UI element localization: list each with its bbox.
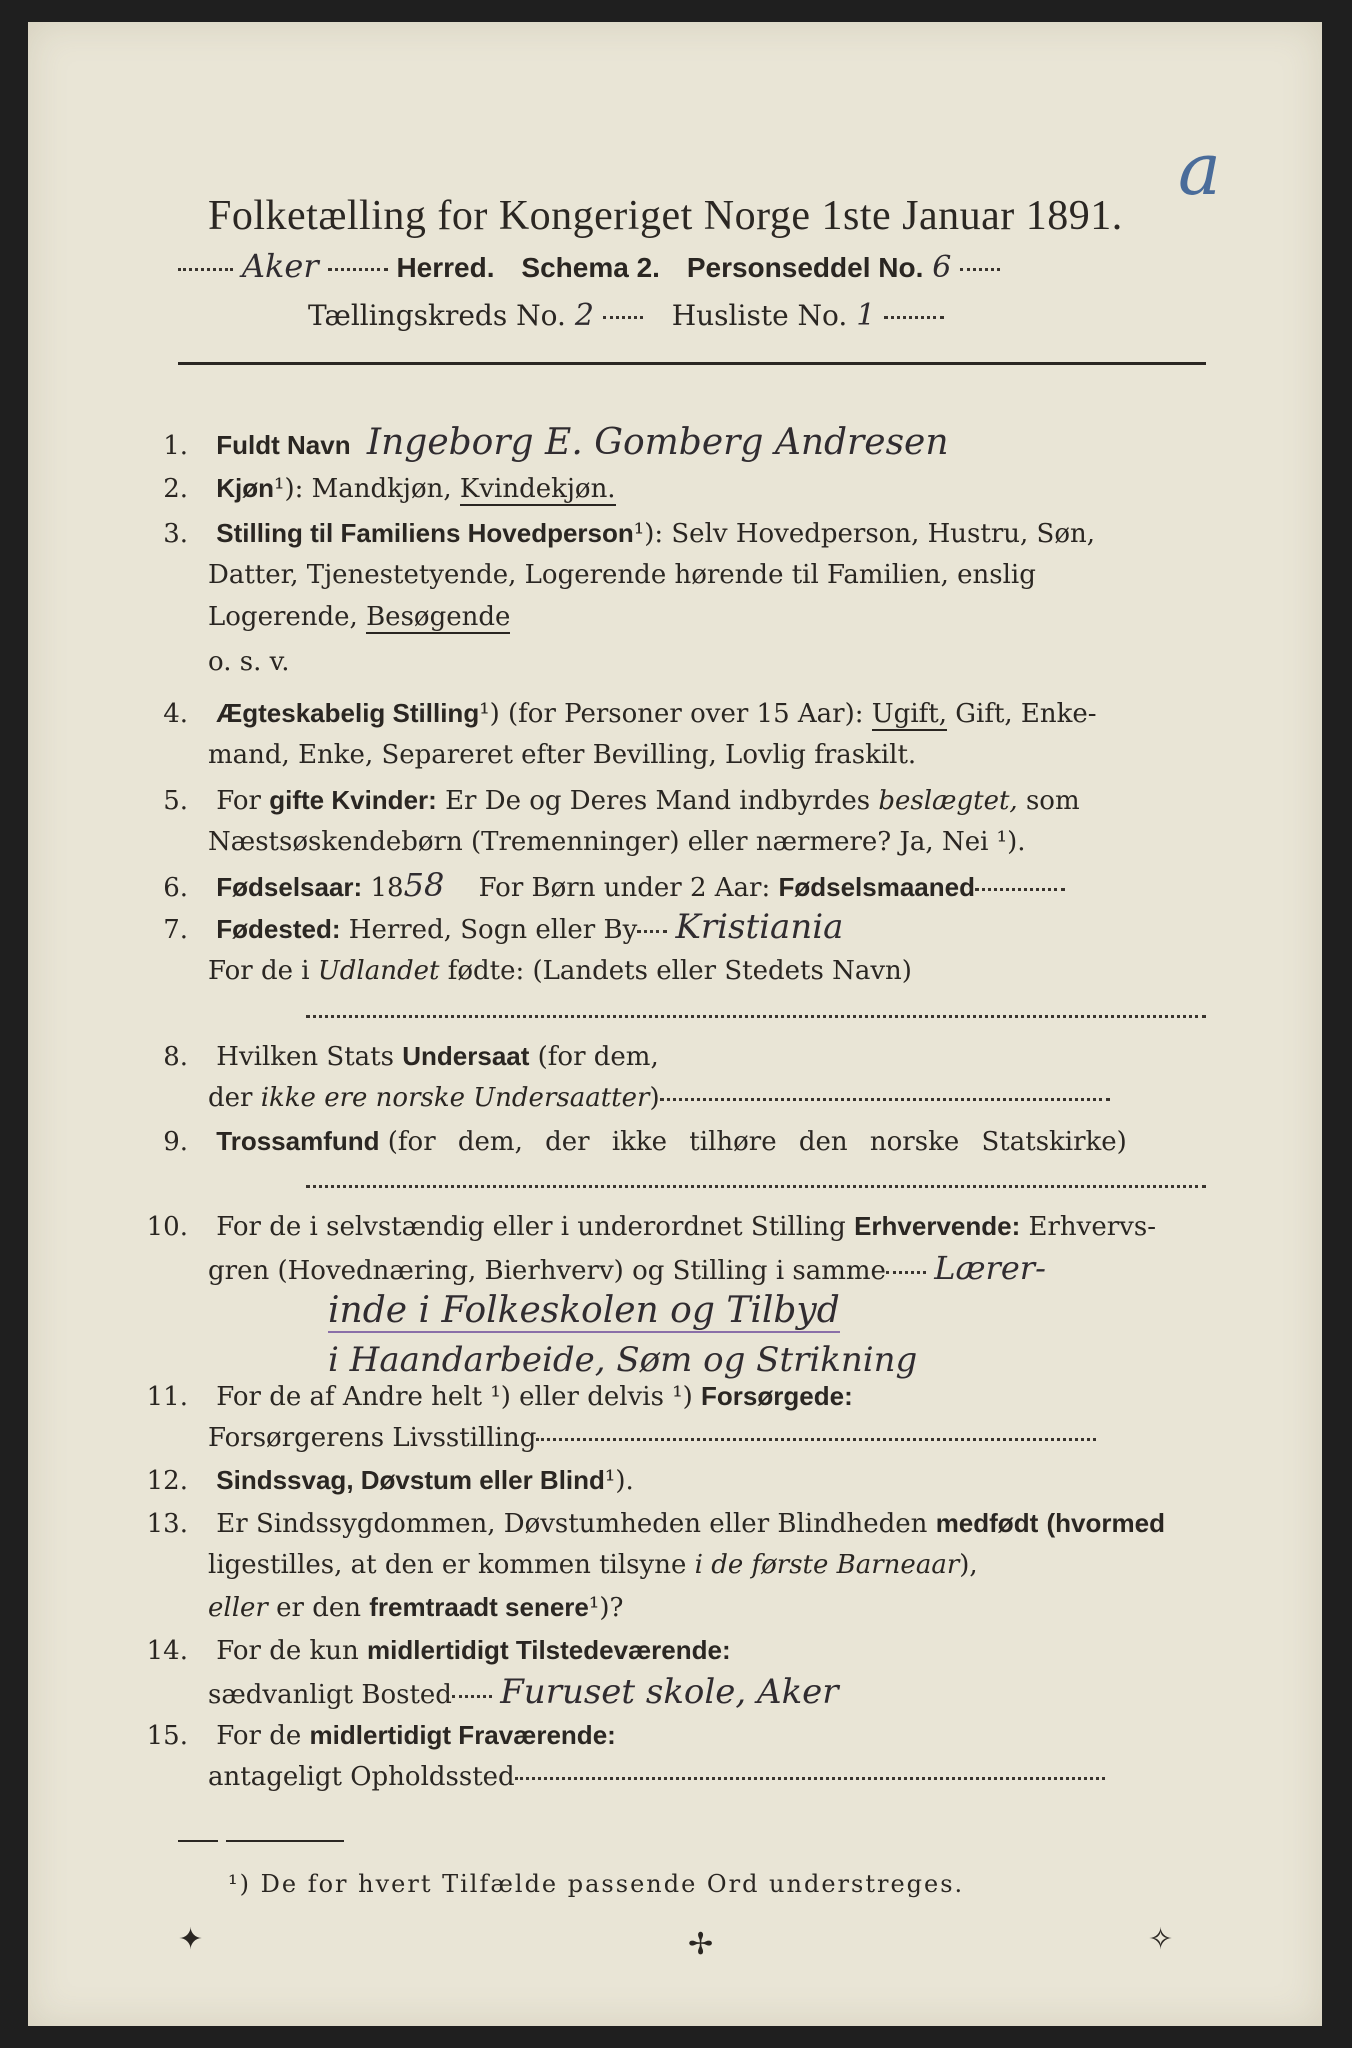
schema-label: Schema 2.	[521, 252, 660, 283]
kreds-label: Tællingskreds No.	[308, 299, 566, 332]
item-number: 13.	[146, 1509, 188, 1539]
item-12	[126, 1464, 634, 1497]
item-number: 6.	[163, 873, 188, 903]
birth-year-prefix: 18	[370, 873, 404, 903]
text: )	[649, 1083, 660, 1113]
citizenship-label: Undersaat	[402, 1041, 530, 1071]
item-number: 8.	[163, 1042, 188, 1072]
text: som	[1025, 786, 1080, 816]
citizenship-note	[208, 1082, 1110, 1114]
congenital-line-3	[208, 1591, 623, 1624]
item-3	[126, 517, 1095, 550]
later-onset-label: fremtraadt senere	[369, 1592, 589, 1622]
probable-residence	[208, 1761, 1105, 1793]
family-position-options-3	[208, 601, 510, 633]
header-line-1	[178, 247, 1000, 285]
item-15	[126, 1719, 616, 1752]
family-position-options-2: Datter, Tjenestetyende, Logerende hørende til Familien, enslig	[208, 560, 1036, 590]
text: antageligt Opholdssted	[208, 1762, 515, 1792]
registration-mark-right: ✧	[1148, 1922, 1174, 1957]
marital-options-1: Gift, Enke-	[955, 699, 1097, 729]
personseddel-label: Personseddel No.	[686, 252, 924, 283]
corner-annotation: a	[1178, 127, 1221, 211]
form-title: Folketælling for Kongeriget Norge 1ste Januar 1891.	[208, 193, 1123, 239]
item-1	[126, 422, 949, 463]
married-women-label: gifte Kvinder:	[269, 785, 437, 815]
text: Er Sindssygdommen, Døvstumheden eller Blindheden	[216, 1509, 928, 1539]
family-position-etc: o. s. v.	[208, 647, 290, 677]
item-9	[126, 1125, 1127, 1158]
footnote: ¹) De for hvert Tilfælde passende Ord understreges.	[228, 1870, 965, 1898]
birth-month-label: Fødselsmaaned	[778, 872, 975, 902]
text: der	[208, 1083, 253, 1113]
text: ikke ere norske Undersaatter	[260, 1083, 650, 1113]
item-2	[126, 472, 616, 505]
occupation-value-1: Lærer-	[934, 1249, 1046, 1287]
item-number: 5.	[163, 786, 188, 816]
gender-label: Kjøn	[216, 473, 275, 503]
text: sædvanligt Bosted	[208, 1680, 452, 1710]
text: For de i	[208, 956, 310, 986]
text: Er De og Deres Mand indbyrdes	[445, 786, 871, 816]
full-name-label: Fuldt Navn	[216, 430, 351, 460]
item-8	[126, 1040, 659, 1073]
footnote-rule-b	[226, 1840, 344, 1842]
marital-status-note: ¹) (for Personer over 15 Aar):	[479, 699, 864, 729]
family-position-label: Stilling til Familiens Hovedperson	[216, 518, 634, 548]
congenital-label: medfødt	[935, 1508, 1039, 1538]
census-form-sheet	[28, 22, 1322, 2026]
family-position-options-1: ¹): Selv Hovedperson, Hustru, Søn,	[633, 519, 1096, 549]
text: ),	[959, 1550, 978, 1580]
item-number: 9.	[163, 1127, 188, 1157]
footnote-ref: ¹):	[274, 474, 304, 504]
birth-year-value: 58	[403, 866, 445, 904]
temporary-present-label: midlertidigt Tilstedeværende:	[367, 1635, 731, 1665]
gender-option-female: Kvindekjøn.	[459, 474, 616, 504]
item-11	[126, 1380, 853, 1413]
birth-year-label: Fødselsaar:	[216, 872, 363, 902]
header-line-2	[308, 300, 944, 332]
congenital-line-2	[208, 1549, 978, 1581]
header-rule	[178, 362, 1206, 365]
item-number: 11.	[146, 1382, 188, 1412]
text: (for dem,	[537, 1042, 659, 1072]
religion-note: (for dem, der ikke tilhøre den norske Statskirke)	[387, 1127, 1127, 1157]
personseddel-value: 6	[932, 250, 952, 285]
text: For Børn under 2 Aar:	[478, 873, 771, 903]
kreds-value: 2	[574, 298, 594, 333]
text: eller	[208, 1593, 268, 1623]
text: For de i selvstændig eller i underordnet Stilling	[216, 1212, 846, 1242]
herred-label: Herred.	[396, 252, 495, 283]
item-4	[126, 697, 1097, 730]
registration-mark-center: ✢	[688, 1927, 714, 1962]
item-number: 3.	[163, 519, 188, 549]
marital-status-label: Ægteskabelig Stilling	[216, 698, 480, 728]
usual-residence-value: Furuset skole, Aker	[500, 1672, 839, 1712]
blank-line	[306, 1015, 1206, 1018]
item-5	[126, 784, 1080, 817]
occupation-value-3: i Haandarbeide, Søm og Strikning	[328, 1340, 918, 1380]
item-number: 14.	[146, 1636, 188, 1666]
item-number: 10.	[146, 1212, 188, 1242]
footnote-ref: ¹).	[604, 1466, 634, 1496]
option-logerende: Logerende,	[208, 602, 358, 632]
birthplace-value: Kristiania	[675, 907, 844, 947]
option-ugift: Ugift,	[871, 699, 947, 729]
item-10	[126, 1210, 1156, 1243]
text: For de	[216, 1721, 302, 1751]
text: Herred, Sogn eller By	[348, 915, 638, 945]
text: fødte: (Landets eller Stedets Navn)	[447, 956, 912, 986]
text: ligestilles, at den er kommen tilsyne	[208, 1550, 687, 1580]
option-besogende: Besøgende	[366, 602, 511, 632]
item-7	[126, 907, 844, 947]
item-number: 1.	[163, 431, 188, 461]
text: ¹)?	[588, 1593, 624, 1623]
item-number: 12.	[146, 1466, 188, 1496]
occupation-line-2	[208, 1249, 1046, 1287]
occupation-value-2: inde i Folkeskolen og Tilbyd	[328, 1290, 840, 1331]
item-number: 4.	[163, 699, 188, 729]
provider-occupation	[208, 1422, 1096, 1454]
gender-option-male: Mandkjøn,	[311, 474, 452, 504]
item-number: 7.	[163, 915, 188, 945]
relation-question: Næstsøskendebørn (Tremenninger) eller nærmere? Ja, Nei ¹).	[208, 827, 1026, 857]
item-6	[126, 866, 1065, 904]
text: Erhvervs-	[1028, 1212, 1156, 1242]
husliste-label: Husliste No.	[671, 299, 848, 332]
birthplace-label: Fødested:	[216, 914, 341, 944]
text: For	[216, 786, 261, 816]
text: For de kun	[216, 1636, 359, 1666]
item-13	[126, 1507, 1165, 1540]
full-name-value: Ingeborg E. Gomberg Andresen	[366, 422, 949, 463]
text: i de første Barneaar	[694, 1550, 960, 1580]
temporary-absent-label: midlertidigt Fraværende:	[309, 1720, 616, 1750]
text: Forsørgerens Livsstilling	[208, 1423, 537, 1453]
religion-label: Trossamfund	[216, 1126, 380, 1156]
marital-options-2: mand, Enke, Separeret efter Bevilling, Lovlig fraskilt.	[208, 740, 917, 770]
text: Hvilken Stats	[216, 1042, 394, 1072]
footnote-rule-a	[178, 1840, 218, 1842]
text: gren (Hovednæring, Bierhverv) og Stilling i samme	[208, 1256, 886, 1286]
text-beslaegtet: beslægtet,	[878, 786, 1018, 816]
item-14	[126, 1634, 731, 1667]
dependents-label: Forsørgede:	[701, 1381, 853, 1411]
text: For de af Andre helt ¹) eller delvis ¹)	[216, 1382, 693, 1412]
text: er den	[276, 1593, 361, 1623]
birthplace-abroad	[208, 955, 912, 987]
husliste-value: 1	[856, 298, 876, 333]
text: (hvormed	[1046, 1508, 1165, 1538]
blank-line	[306, 1185, 1206, 1188]
text-udlandet: Udlandet	[317, 956, 440, 986]
herred-value: Aker	[241, 247, 319, 285]
registration-mark-left: ✦	[178, 1922, 204, 1957]
disability-label: Sindssvag, Døvstum eller Blind	[216, 1465, 605, 1495]
item-number: 2.	[163, 474, 188, 504]
occupation-label: Erhvervende:	[854, 1211, 1021, 1241]
item-number: 15.	[146, 1721, 188, 1751]
usual-residence	[208, 1672, 839, 1712]
